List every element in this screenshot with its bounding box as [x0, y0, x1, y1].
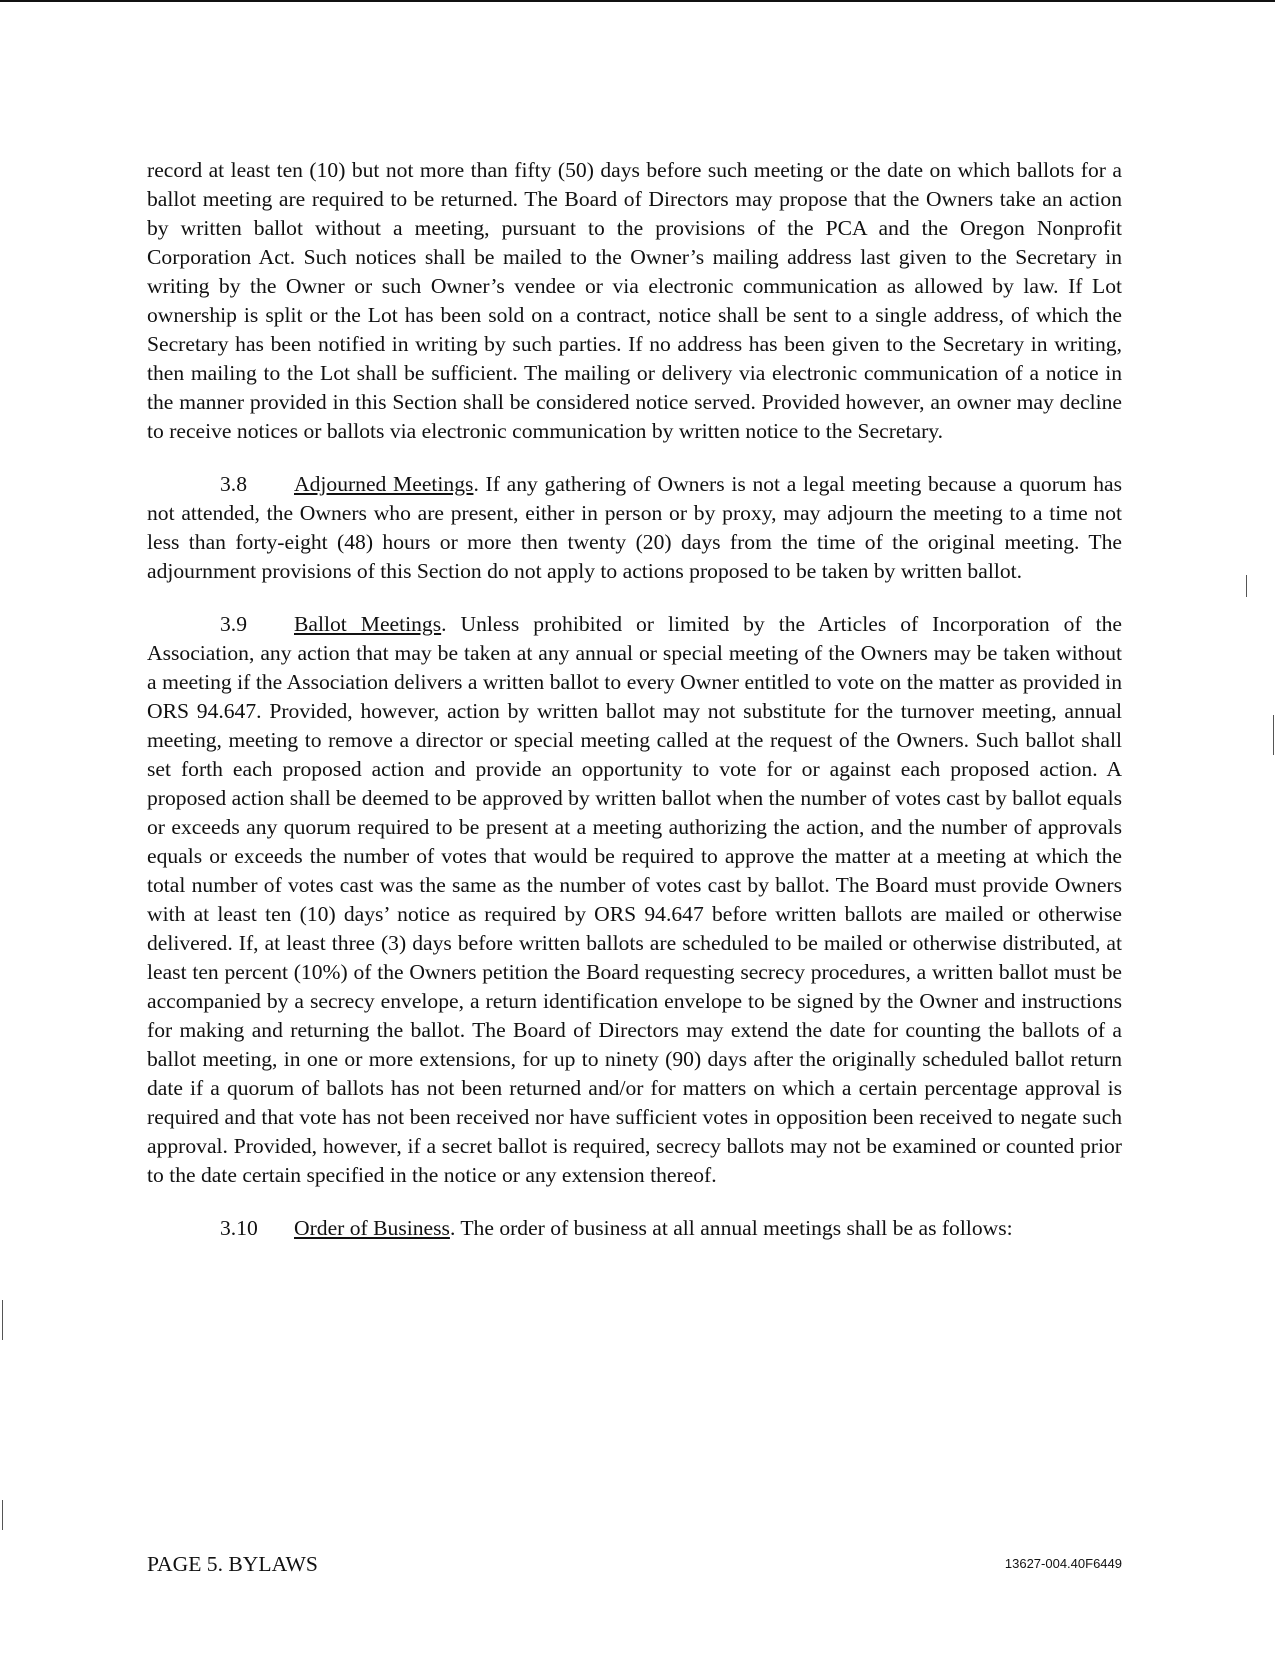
section-3-9: [147, 610, 1122, 1190]
top-rule: [0, 0, 1275, 2]
section-text: . Unless prohibited or limited by the Articles of Incorporation of the Association, any action that may be taken at any annual or special meeting of the Owners may be taken without a meeting if the Association delivers a written ballot to every Owner entitled to vote on the matter as provided in ORS 94.647. Provided, however, action by written ballot may not substitute for the turnover meeting, annual meeting, meeting to remove a director or special meeting called at the request of the Owners. Such ballot shall set forth each proposed action and provide an opportunity to vote for or against each proposed action. A proposed action shall be deemed to be approved by written ballot when the number of votes cast by ballot equals or exceeds any quorum required to be present at a meeting authorizing the action, and the number of approvals equals or exceeds the number of votes that would be required to approve the matter at a meeting at which the total number of votes cast was the same as the number of votes cast by ballot. The Board must provide Owners with at least ten (10) days’ notice as required by ORS 94.647 before written ballots are mailed or otherwise delivered. If, at least three (3) days before written ballots are scheduled to be mailed or otherwise distributed, at least ten percent (10%) of the Owners petition the Board requesting secrecy procedures, a written ballot must be accompanied by a secrecy envelope, a return identification envelope to be signed by the Owner and instructions for making and returning the ballot. The Board of Directors may extend the date for counting the ballots of a ballot meeting, in one or more extensions, for up to ninety (90) days after the originally scheduled ballot return date if a quorum of ballots has not been returned and/or for matters on which a certain percentage approval is required and that vote has not been received nor have sufficient votes in opposition been received to negate such approval. Provided, however, if a secret ballot is required, secrecy ballots may not be examined or counted prior to the date certain specified in the notice or any extension thereof.: [147, 612, 1123, 1187]
section-3-10: [147, 1214, 1122, 1243]
document-body: [147, 156, 1122, 1267]
section-title: Adjourned Meetings: [294, 472, 474, 496]
footer-doc-id: 13627-004.40F6449: [1004, 1556, 1122, 1571]
section-number: 3.10: [220, 1216, 258, 1240]
right-edge-mark: [1273, 715, 1274, 755]
section-number: 3.9: [220, 612, 247, 636]
section-3-8: [147, 470, 1122, 586]
right-edge-mark: [1246, 575, 1247, 597]
section-title: Order of Business: [294, 1216, 450, 1240]
footer-page-label: PAGE 5. BYLAWS: [147, 1552, 318, 1576]
left-edge-mark: [2, 1500, 3, 1530]
section-text: . If any gathering of Owners is not a legal meeting because a quorum has not attended, the Owners who are present, either in person or by proxy, may adjourn the meeting to a time not less than forty-eight (48) hours or more then twenty (20) days from the time of the original meeting. The adjournment provisions of this Section do not apply to actions proposed to be taken by written ballot.: [147, 472, 1122, 583]
left-edge-mark: [2, 1300, 3, 1340]
section-text: . The order of business at all annual meetings shall be as follows:: [449, 1216, 1013, 1240]
intro-paragraph: record at least ten (10) but not more than fifty (50) days before such meeting or the date on which ballots for a ballot meeting are required to be returned. The Board of Directors may propose that the Owners take an action by written ballot without a meeting, pursuant to the provisions of the PCA and the Oregon Nonprofit Corporation Act. Such notices shall be mailed to the Owner’s mailing address last given to the Secretary in writing by the Owner or such Owner’s vendee or via electronic communication as allowed by law. If Lot ownership is split or the Lot has been sold on a contract, notice shall be sent to a single address, of which the Secretary has been notified in writing by such parties. If no address has been given to the Secretary in writing, then mailing to the Lot shall be sufficient. The mailing or delivery via electronic communication of a notice in the manner provided in this Section shall be considered notice served. Provided however, an owner may decline to receive notices or ballots via electronic communication by written notice to the Secretary.: [147, 158, 1122, 443]
section-number: 3.8: [220, 472, 247, 496]
section-title: Ballot Meetings: [294, 612, 442, 636]
